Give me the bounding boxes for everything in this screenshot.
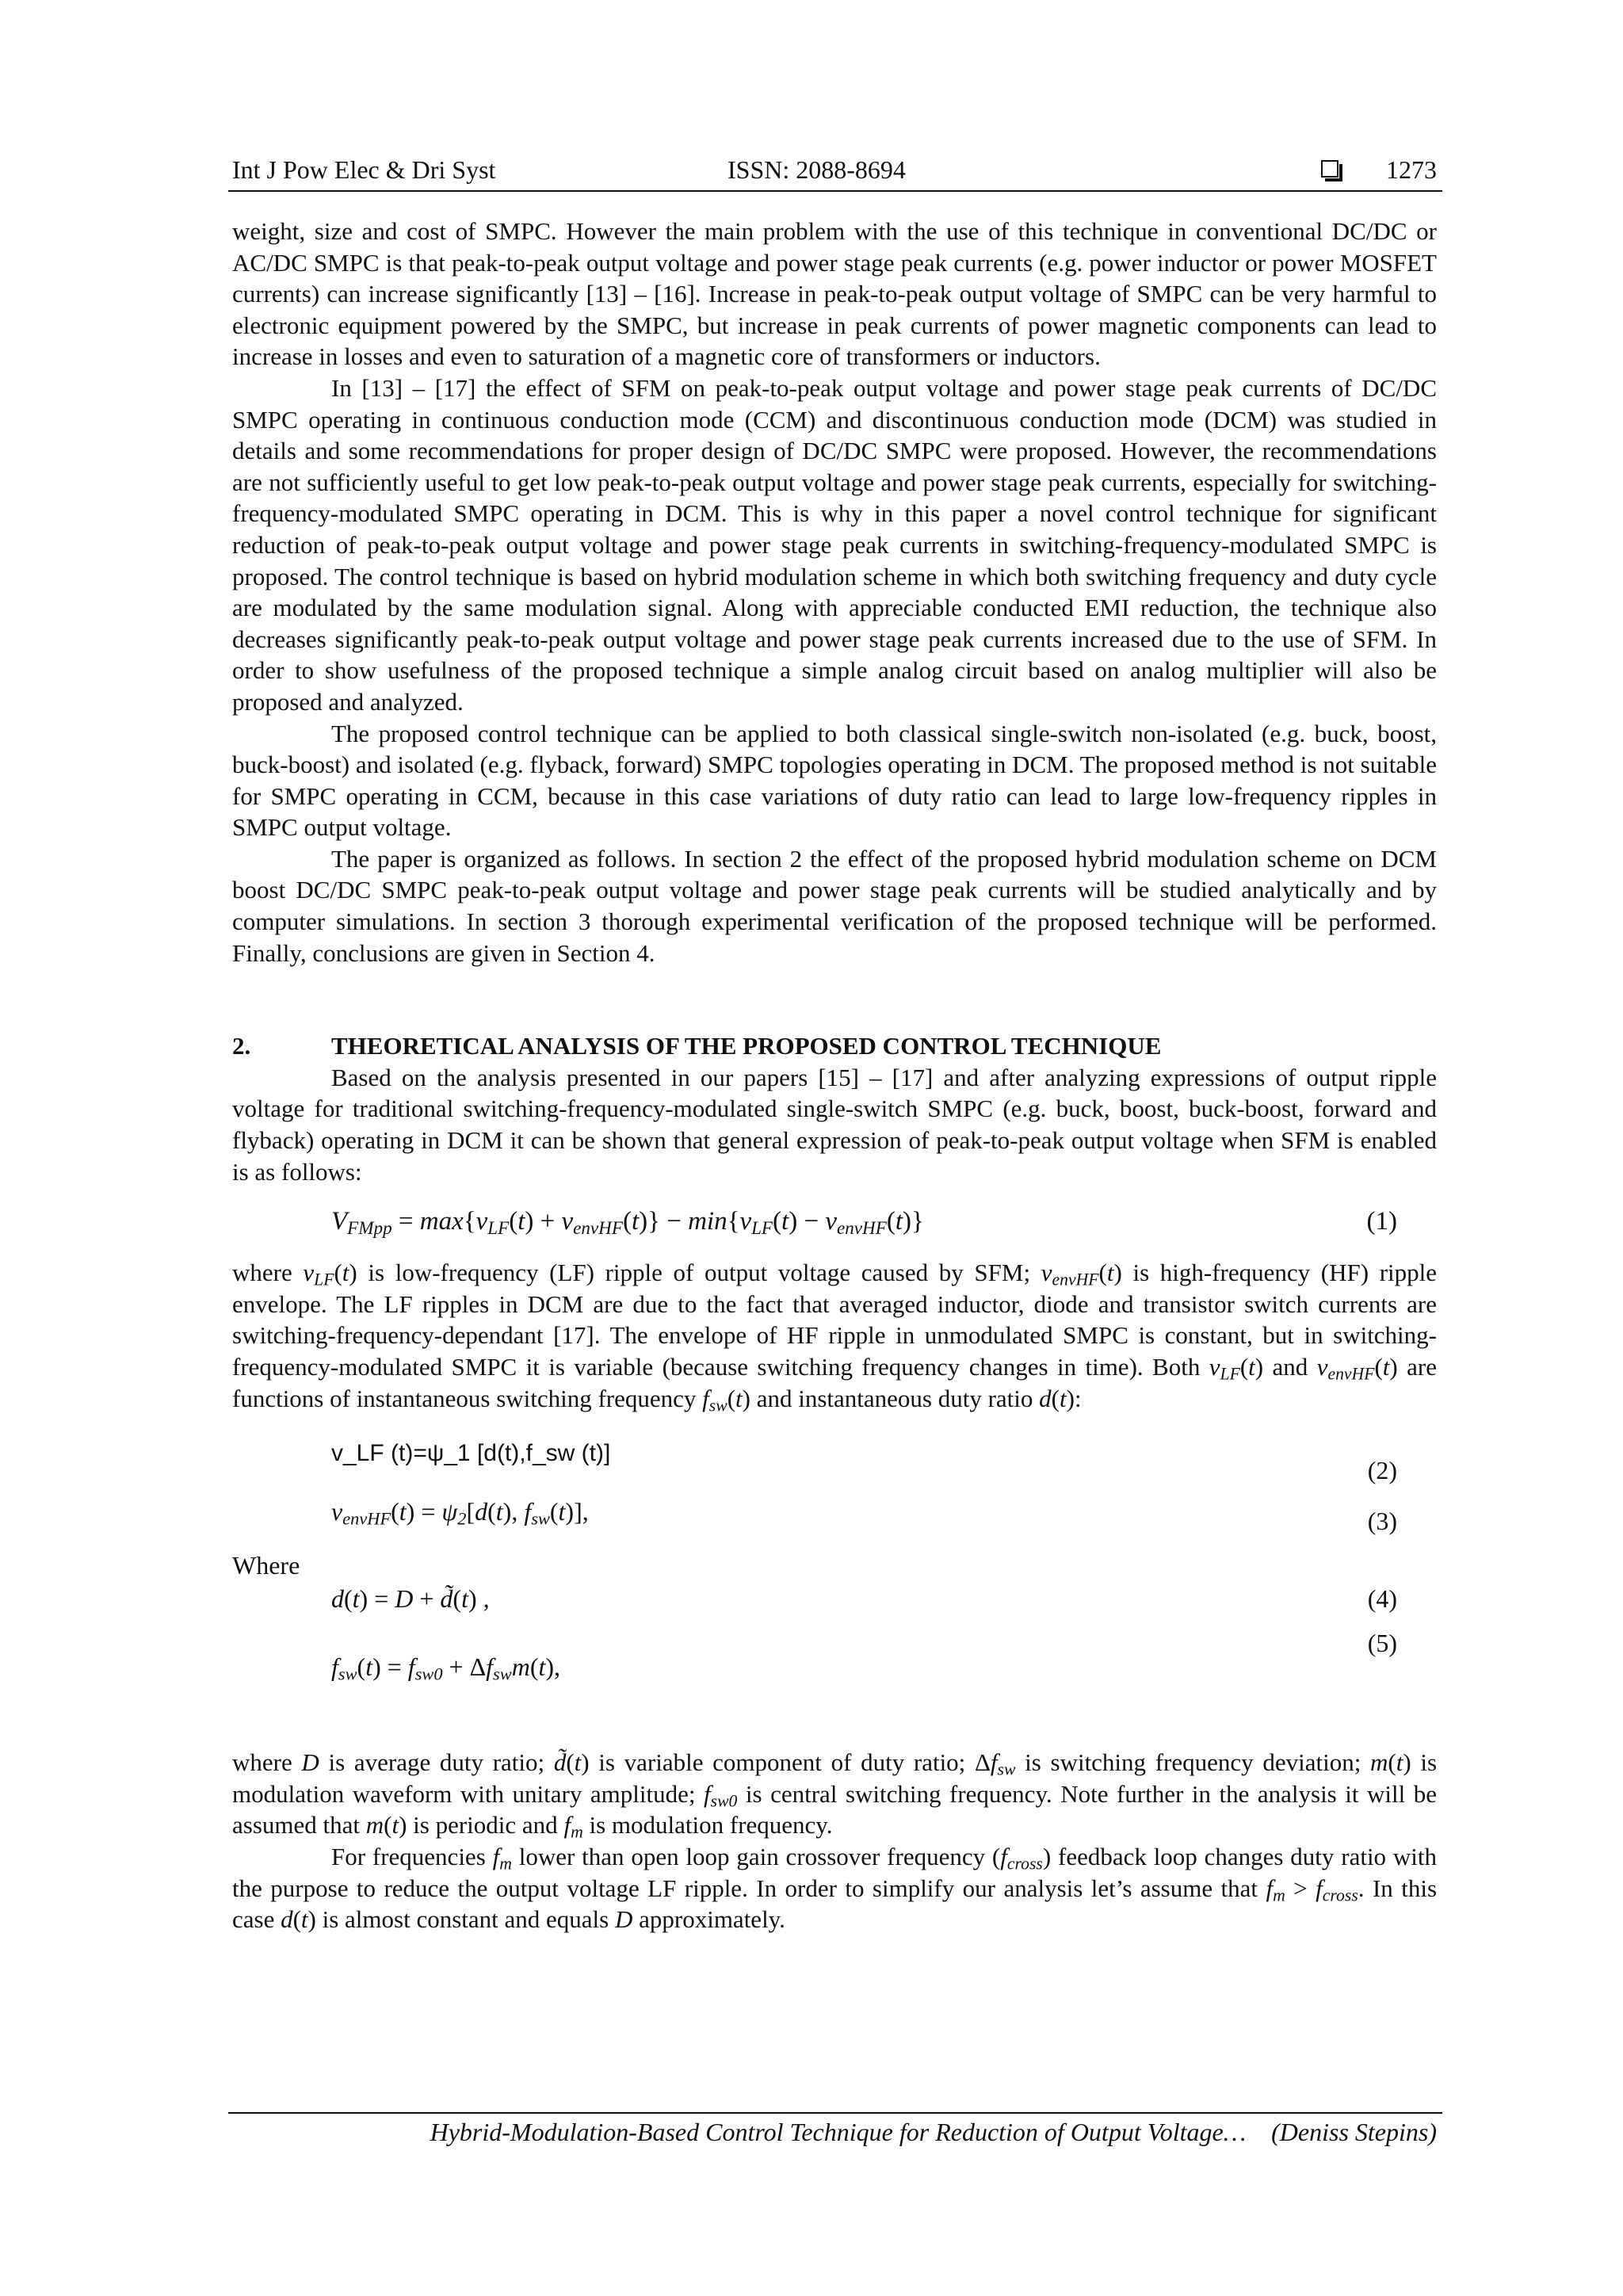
equation-number: (4) [1367,1584,1397,1614]
equations-2-5 [232,1414,1437,1747]
equation-number: (3) [1367,1507,1397,1536]
equation-2-formula: v_LF (t)=ψ_1 [d(t),f_sw (t)] [331,1440,611,1467]
equation-4-formula: d(t) = D + d̃(t) , [331,1584,490,1614]
equation-number: (1) [1366,1207,1397,1236]
header-rule [228,190,1442,192]
where-label: Where [232,1551,300,1580]
paragraph: where $v_{LF}(t)$ is low-frequency (LF) ripple of output voltage caused by SFM; $v_{envHF}(t)$ is high-frequency (HF) ripple envelope. The LF ripples in DCM are due to the fact that averaged inductor, diode and transistor switch currents are switching-frequency-dependant [17]. The envelope of HF ripple in unmodulated SMPC is constant, but in switching-frequency-modulated SMPC it is variable (because switching frequency changes in time). Both $v_{LF}(t)$ and $v_{envHF}(t)$ are functions of instantaneous switching frequency $f_{sw}(t)$ and instantaneous duty ratio d(t): [232,1259,1438,1415]
journal-name: Int J Pow Elec & Dri Syst [232,155,496,184]
footer-title: Hybrid-Modulation-Based Control Technique for Reduction of Output Voltage… [430,2118,1247,2146]
paragraph: weight, size and cost of SMPC. However the main problem with the use of this technique in conventional DC/DC or AC/DC SMPC is that peak-to-peak output voltage and power stage peak currents (e.g. power inductor or power MOSFET currents) can increase significantly [13] – [16]. Increase in peak-to-peak output voltage of SMPC can be very harmful to electronic equipment powered by the SMPC, but increase in peak currents of power magnetic components can lead to increase in losses and even to saturation of a magnetic core of transformers or inductors. [232,217,1437,371]
issn: ISSN: 2088-8694 [727,155,906,184]
equation-number: (5) [1367,1629,1397,1658]
page-number: 1273 [1386,155,1437,184]
equation-number: (2) [1367,1456,1397,1485]
paragraph: For frequencies $f_m$ lower than open loop gain crossover frequency $(f_{cross})$ feedback loop changes duty ratio with the purpose to reduce the output voltage LF ripple. In order to simplify our analysis let’s assume that $f_m > f_{cross}$. In this case d(t) is almost constant and equals D approximately. [232,1842,1438,1934]
section-number: 2. [232,1032,251,1060]
paragraph: where D is average duty ratio; d̃(t) is variable component of duty ratio; $\Delta f_{sw}$ is switching frequency deviation; m(t) is modulation waveform with unitary amplitude; $f_{sw0}$ is central switching frequency. Note further in the analysis it will be assumed that m(t) is periodic and $f_m$ is modulation frequency. [232,1748,1438,1842]
equation-1-formula: $V_{FMpp} = \max\{v_{LF}(t) + v_{envHF}(t)\} - \min\{v_{LF}(t) - v_{envHF}(t)\}$ [331,1207,924,1238]
page-header [232,155,1437,190]
equation-5-formula: $f_{sw}(t) = f_{sw0} + \Delta f_{sw}m(t)$, [331,1652,561,1684]
paragraph: The paper is organized as follows. In section 2 the effect of the proposed hybrid modulation scheme on DCM boost DC/DC SMPC peak-to-peak output voltage and power stage peak currents will be studied analytically and by computer simulations. In section 3 thorough experimental verification of the proposed technique will be performed. Finally, conclusions are given in Section 4. [232,844,1437,967]
footer-rule [228,2112,1442,2114]
paragraph: In [13] – [17] the effect of SFM on peak-to-peak output voltage and power stage peak currents of DC/DC SMPC operating in continuous conduction mode (CCM) and discontinuous conduction mode (DCM) was studied in details and some recommendations for proper design of DC/DC SMPC were proposed. However, the recommendations are not sufficiently useful to get low peak-to-peak output voltage and power stage peak currents, especially for switching-frequency-modulated SMPC operating in DCM. This is why in this paper a novel control technique for significant reduction of peak-to-peak output voltage and power stage peak currents in switching-frequency-modulated SMPC is proposed. The control technique is based on hybrid modulation scheme in which both switching frequency and duty cycle are modulated by the same modulation signal. Along with appreciable conducted EMI reduction, the technique also decreases significantly peak-to-peak output voltage and power stage peak currents increased due to the use of SFM. In order to show usefulness of the proposed technique a simple analog circuit based on analog multiplier will also be proposed and analyzed. [232,373,1437,716]
footer-author: (Deniss Stepins) [1271,2118,1437,2146]
square-bullet-icon [1321,160,1338,178]
page-footer [430,2118,1437,2147]
section-heading [232,1030,1437,1062]
section-title: THEORETICAL ANALYSIS OF THE PROPOSED CONTROL TECHNIQUE [331,1032,1162,1060]
article-body [232,216,1437,1935]
equation-1 [232,1200,1437,1246]
paragraph: The proposed control technique can be applied to both classical single-switch non-isolated (e.g. buck, boost, buck-boost) and isolated (e.g. flyback, forward) SMPC topologies operating in DCM. The proposed method is not suitable for SMPC operating in CCM, because in this case variations of duty ratio can lead to large low-frequency ripples in SMPC output voltage. [232,719,1437,842]
paragraph: Based on the analysis presented in our papers [15] – [17] and after analyzing expressions of output ripple voltage for traditional switching-frequency-modulated single-switch SMPC (e.g. buck, boost, buck-boost, forward and flyback) operating in DCM it can be shown that general expression of peak-to-peak output voltage when SFM is enabled is as follows: [232,1063,1437,1186]
equation-3-formula: $v_{envHF}(t) = \psi_2[d(t)$, $f_{sw}(t)$], [331,1497,589,1529]
